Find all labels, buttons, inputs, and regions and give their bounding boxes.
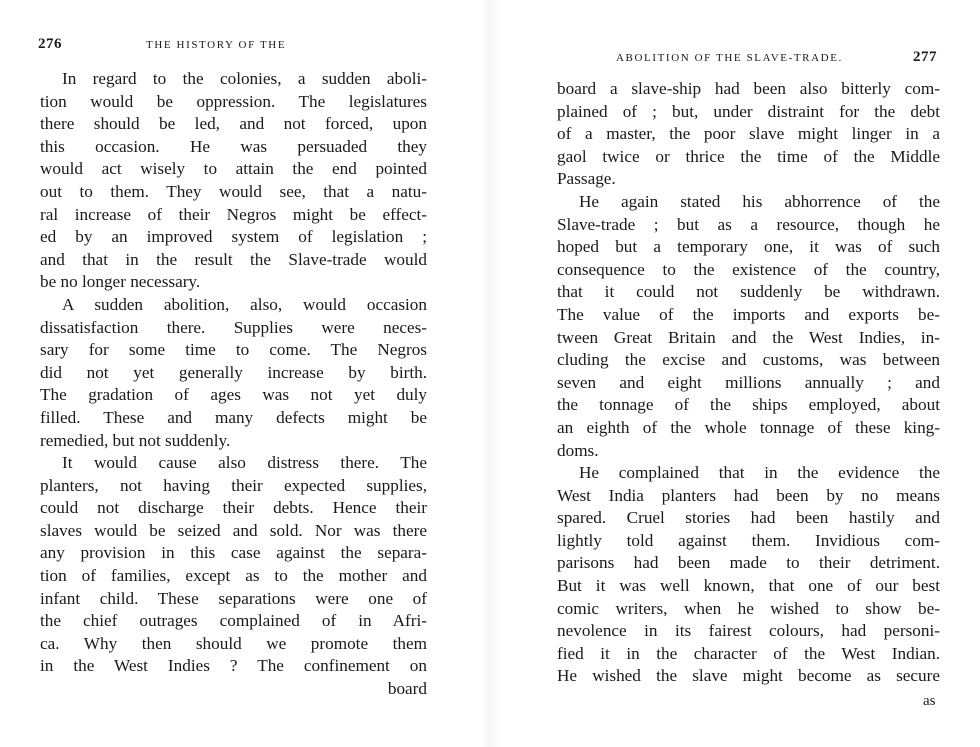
text-line: But it was well known, that one of our best <box>557 576 940 596</box>
text-line: gaol twice or thrice the time of the Middle <box>557 146 940 166</box>
text-line: seven and eight millions annually ; and <box>557 372 940 392</box>
text-line: dissatisfaction there. Supplies were neces- <box>40 317 427 337</box>
text-line: Passage. <box>557 169 616 189</box>
text-line: tion of families, except as to the mother and <box>40 566 427 586</box>
text-line: lightly told against them. Invidious com- <box>557 530 940 550</box>
catchword: as <box>923 693 936 709</box>
text-line: comic writers, when he wished to show be- <box>557 598 940 618</box>
left-page-number: 276 <box>38 36 62 52</box>
text-line: board a slave-ship had been also bitterly com- <box>557 79 940 98</box>
catchword: board <box>387 679 427 699</box>
text-line: cluding the excise and customs, was between <box>557 350 940 370</box>
text-line: this occasion. He was persuaded they <box>40 136 427 156</box>
text-line: in the West Indies ? The confinement on <box>40 656 427 676</box>
right-running-head: ABOLITION OF THE SLAVE-TRADE. <box>616 52 843 64</box>
text-line: The gradation of ages was not yet duly <box>40 385 427 405</box>
text-line: would act wisely to attain the end pointed <box>40 159 427 179</box>
text-line: tween Great Britain and the West Indies, in- <box>557 327 940 347</box>
text-line: nevolence in its fairest colours, had personi- <box>557 621 940 641</box>
text-line: doms. <box>557 440 599 460</box>
text-line: out to them. They would see, that a natu- <box>40 181 427 201</box>
text-line: plained of ; but, under distraint for the debt <box>557 101 940 121</box>
text-line: ca. Why then should we promote them <box>40 633 427 653</box>
text-line: infant child. These separations were one of <box>40 588 427 608</box>
text-line: filled. These and many defects might be <box>40 407 427 427</box>
text-line: parisons had been made to their detriment. <box>557 553 940 573</box>
text-line: sary for some time to come. The Negros <box>40 340 427 360</box>
text-line: consequence to the existence of the country, <box>557 259 940 279</box>
text-line: The value of the imports and exports be- <box>557 304 940 324</box>
text-line: remedied, but not suddenly. <box>40 430 231 450</box>
text-line: spared. Cruel stories had been hastily and <box>557 508 940 528</box>
text-line: ed by an improved system of legislation ; <box>40 227 427 247</box>
right-page <box>490 0 980 747</box>
left-running-head: THE HISTORY OF THE <box>146 39 287 51</box>
text-line: slaves would be seized and sold. Nor was there <box>40 520 427 540</box>
left-body-text <box>40 68 427 701</box>
text-line: the tonnage of the ships employed, about <box>557 395 940 415</box>
text-line: and that in the result the Slave-trade would <box>40 249 427 269</box>
text-line: It would cause also distress there. The <box>62 453 427 473</box>
text-line: A sudden abolition, also, would occasion <box>62 294 427 314</box>
text-line: that it could not suddenly be withdrawn. <box>557 282 940 302</box>
text-line: hoped but a temporary one, it was of such <box>557 237 940 257</box>
text-line: He wished the slave might become as secure <box>557 666 940 686</box>
text-line: Slave-trade ; but as a resource, though he <box>557 214 940 234</box>
text-line: He again stated his abhorrence of the <box>579 191 940 211</box>
text-line: any provision in this case against the separa- <box>40 543 427 563</box>
text-line: an eighth of the whole tonnage of these king- <box>557 417 940 437</box>
text-line: In regard to the colonies, a sudden aboli- <box>62 69 427 88</box>
text-line: fied it in the character of the West Indian. <box>557 643 940 663</box>
text-line: did not yet generally increase by birth. <box>40 362 427 382</box>
text-line: be no longer necessary. <box>40 272 201 292</box>
text-line: the chief outrages complained of in Afri- <box>40 611 427 631</box>
text-line: could not discharge their debts. Hence their <box>40 498 427 518</box>
text-line: He complained that in the evidence the <box>579 463 940 483</box>
text-line: of a master, the poor slave might linger in a <box>557 124 940 144</box>
text-line: ral increase of their Negros might be effect- <box>40 204 427 224</box>
text-line: West India planters had been by no means <box>557 485 940 505</box>
text-line: there should be led, and not forced, upon <box>40 114 427 134</box>
right-body-text <box>557 78 940 688</box>
right-page-number: 277 <box>913 49 937 65</box>
text-line: tion would be oppression. The legislatures <box>40 91 427 111</box>
text-line: planters, not having their expected supplies, <box>40 475 427 495</box>
